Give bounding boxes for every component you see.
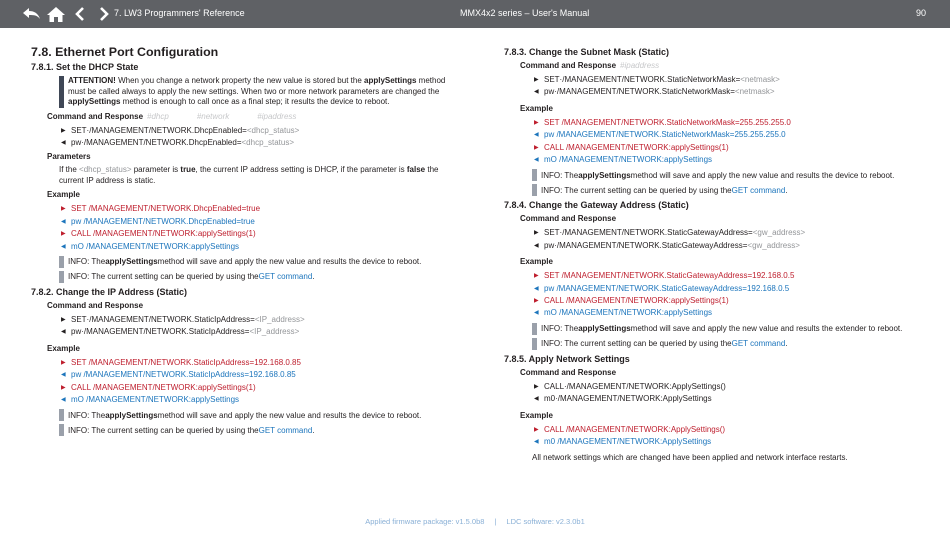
example-response: ◀ pw /MANAGEMENT/NETWORK.StaticIpAddress=192.168.0.85	[61, 369, 456, 381]
info-note: INFO: The current setting can be queried by using the GET command .	[59, 424, 456, 436]
example-heading: Example	[520, 257, 553, 267]
arrow-left-icon: ◀	[61, 139, 66, 146]
command-line: ▶ SET·/MANAGEMENT/NETWORK.StaticNetworkMask= <netmask>	[534, 74, 924, 86]
footer-separator: |	[494, 517, 497, 526]
info-note: INFO: The current setting can be queried by using the GET command .	[59, 271, 456, 283]
attention-text: When you change a network property the new value is stored but the	[115, 76, 364, 85]
command-line: ▶ SET·/MANAGEMENT/NETWORK.StaticGatewayAddress= <gw_address>	[534, 227, 924, 239]
tag: #ipaddress	[257, 111, 297, 121]
parameters-text: If the <dhcp_status> parameter is true, the current IP address setting is DHCP, if the parameter is false the current IP address is static.	[59, 165, 439, 185]
arrow-right-icon: ▶	[61, 231, 66, 238]
home-icon[interactable]	[46, 5, 66, 23]
example-response: ◀ mO /MANAGEMENT/NETWORK:applySettings	[61, 394, 456, 406]
command-heading: Command and Response	[520, 214, 617, 224]
gateway-title: 7.8.4. Change the Gateway Address (Static)	[504, 200, 689, 211]
software-version: LDC software: v2.3.0b1	[506, 517, 585, 526]
arrow-right-icon: ▶	[61, 359, 66, 366]
info-note: INFO: The applySettings method will save and apply the new value and results the extender to reboot.	[532, 323, 924, 335]
info-note: INFO: The current setting can be queried by using the GET command .	[532, 338, 924, 350]
arrow-right-icon: ▶	[534, 119, 539, 126]
arrow-left-icon: ◀	[534, 439, 539, 446]
attention-bold: applySettings	[68, 97, 121, 106]
attention-label: ATTENTION!	[68, 76, 116, 85]
arrow-right-icon: ▶	[534, 273, 539, 280]
example-command: ▶ CALL /MANAGEMENT/NETWORK:applySettings(1)	[61, 228, 456, 240]
example-command: ▶ SET /MANAGEMENT/NETWORK.StaticNetworkMask=255.255.255.0	[534, 117, 924, 129]
nav-buttons	[22, 5, 114, 23]
command-heading: Command and Response	[520, 367, 617, 377]
example-command: ▶ SET /MANAGEMENT/NETWORK.StaticGatewayAddress=192.168.0.5	[534, 270, 924, 282]
ip-title: 7.8.2. Change the IP Address (Static)	[31, 286, 188, 297]
example-command: ▶ SET /MANAGEMENT/NETWORK.StaticIpAddress=192.168.0.85	[61, 357, 456, 369]
command-line: ▶ SET·/MANAGEMENT/NETWORK.StaticIpAddress= <IP_address>	[61, 314, 456, 326]
arrow-left-icon: ◀	[534, 396, 539, 403]
example-command: ▶ SET /MANAGEMENT/NETWORK.DhcpEnabled=true	[61, 203, 456, 215]
tag: #ipaddress	[620, 61, 660, 70]
response-line: ◀ pw·/MANAGEMENT/NETWORK.DhcpEnabled= <dhcp_status>	[61, 137, 456, 149]
arrow-left-icon: ◀	[534, 132, 539, 139]
info-note: INFO: The applySettings method will save and apply the new value and results the device to reboot.	[532, 169, 924, 181]
response-line: ◀ m0·/MANAGEMENT/NETWORK:ApplySettings	[534, 393, 924, 405]
info-note: INFO: The applySettings method will save and apply the new value and results the device to reboot.	[59, 256, 456, 268]
arrow-left-icon: ◀	[61, 372, 66, 379]
example-command: ▶ CALL /MANAGEMENT/NETWORK:applySettings(1)	[61, 382, 456, 394]
arrow-right-icon: ▶	[534, 77, 539, 83]
command-heading: Command and Response #ipaddress	[520, 61, 660, 70]
footer	[0, 517, 950, 526]
example-heading: Example	[520, 410, 553, 420]
example-response: ◀ mO /MANAGEMENT/NETWORK:applySettings	[534, 307, 924, 319]
response-line: ◀ pw·/MANAGEMENT/NETWORK.StaticIpAddress= <IP_address>	[61, 326, 456, 338]
get-command-link[interactable]: GET command	[731, 339, 786, 349]
arrow-left-icon: ◀	[534, 285, 539, 292]
command-line: ▶ SET·/MANAGEMENT/NETWORK.DhcpEnabled= <dhcp_status>	[61, 125, 456, 137]
header-bar	[0, 0, 950, 28]
example-response: ◀ pw /MANAGEMENT/NETWORK.StaticNetworkMask=255.255.255.0	[534, 129, 924, 141]
arrow-right-icon: ▶	[61, 384, 66, 391]
arrow-left-icon: ◀	[61, 396, 66, 403]
mask-title: 7.8.3. Change the Subnet Mask (Static)	[504, 47, 670, 57]
apply-title: 7.8.5. Apply Network Settings	[504, 353, 630, 364]
arrow-left-icon: ◀	[534, 242, 539, 249]
arrow-right-icon: ▶	[534, 230, 539, 237]
arrow-left-icon: ◀	[534, 89, 539, 96]
parameters-heading: Parameters	[47, 152, 91, 162]
attention-text: method is enough to call once as a final step; it results the device to reboot.	[120, 97, 390, 106]
chevron-right-icon[interactable]	[94, 5, 114, 23]
chapter-link[interactable]: 7. LW3 Programmers' Reference	[114, 8, 245, 18]
get-command-link[interactable]: GET command	[731, 185, 786, 195]
page-number: 90	[916, 8, 927, 18]
dhcp-title: 7.8.1. Set the DHCP State	[31, 62, 139, 72]
arrow-right-icon: ▶	[61, 316, 66, 323]
response-line: ◀ pw·/MANAGEMENT/NETWORK.StaticNetworkMask= <netmask>	[534, 86, 924, 98]
example-response: ◀ m0 /MANAGEMENT/NETWORK:ApplySettings	[534, 436, 924, 448]
tag: #network	[196, 111, 230, 121]
back-all-icon[interactable]	[22, 5, 42, 23]
example-response: ◀ mO /MANAGEMENT/NETWORK:applySettings	[61, 241, 456, 253]
tag: #dhcp	[147, 111, 169, 121]
example-command: ▶ CALL /MANAGEMENT/NETWORK:applySettings(1)	[534, 142, 924, 154]
arrow-right-icon: ▶	[534, 383, 539, 390]
attention-text: method must be called always to apply the new settings. When two or more network parameters are changed the	[68, 76, 446, 96]
arrow-right-icon: ▶	[534, 298, 539, 305]
info-note: INFO: The current setting can be queried by using the GET command .	[532, 184, 924, 196]
response-line: ◀ pw·/MANAGEMENT/NETWORK.StaticGatewayAddress= <gw_address>	[534, 240, 924, 252]
command-line: ▶ CALL·/MANAGEMENT/NETWORK:ApplySettings()	[534, 381, 924, 393]
document-title: MMX4x2 series – User's Manual	[460, 8, 590, 18]
arrow-left-icon: ◀	[61, 243, 66, 250]
example-heading: Example	[47, 190, 80, 200]
arrow-left-icon: ◀	[534, 157, 539, 164]
command-heading: Command and Response #dhcp #network #ipaddress	[47, 111, 297, 121]
arrow-right-icon: ▶	[534, 144, 539, 151]
arrow-right-icon: ▶	[61, 206, 66, 213]
example-response: ◀ pw /MANAGEMENT/NETWORK.StaticGatewayAddress=192.168.0.5	[534, 283, 924, 295]
attention-box	[59, 76, 456, 108]
example-command: ▶ CALL /MANAGEMENT/NETWORK:ApplySettings()	[534, 424, 924, 436]
arrow-left-icon: ◀	[534, 310, 539, 317]
arrow-left-icon: ◀	[61, 329, 66, 336]
example-response: ◀ pw /MANAGEMENT/NETWORK.DhcpEnabled=true	[61, 216, 456, 228]
arrow-left-icon: ◀	[61, 218, 66, 225]
attention-bold: applySettings	[364, 76, 417, 85]
right-column	[504, 47, 924, 462]
get-command-link[interactable]: GET command	[258, 425, 313, 435]
left-column	[31, 45, 456, 438]
example-heading: Example	[47, 343, 80, 353]
get-command-link[interactable]: GET command	[258, 272, 313, 282]
info-note: INFO: The applySettings method will save and apply the new value and results the device to reboot.	[59, 409, 456, 421]
arrow-right-icon: ▶	[61, 127, 66, 134]
apply-note: All network settings which are changed have been applied and network interface restarts.	[532, 452, 848, 462]
arrow-right-icon: ▶	[534, 426, 539, 433]
example-response: ◀ mO /MANAGEMENT/NETWORK:applySettings	[534, 154, 924, 166]
command-heading: Command and Response	[47, 300, 144, 310]
chevron-left-icon[interactable]	[70, 5, 90, 23]
example-heading: Example	[520, 103, 553, 113]
example-command: ▶ CALL /MANAGEMENT/NETWORK:applySettings(1)	[534, 295, 924, 307]
firmware-version: Applied firmware package: v1.5.0b8	[365, 517, 485, 526]
section-title: 7.8. Ethernet Port Configuration	[31, 45, 219, 59]
